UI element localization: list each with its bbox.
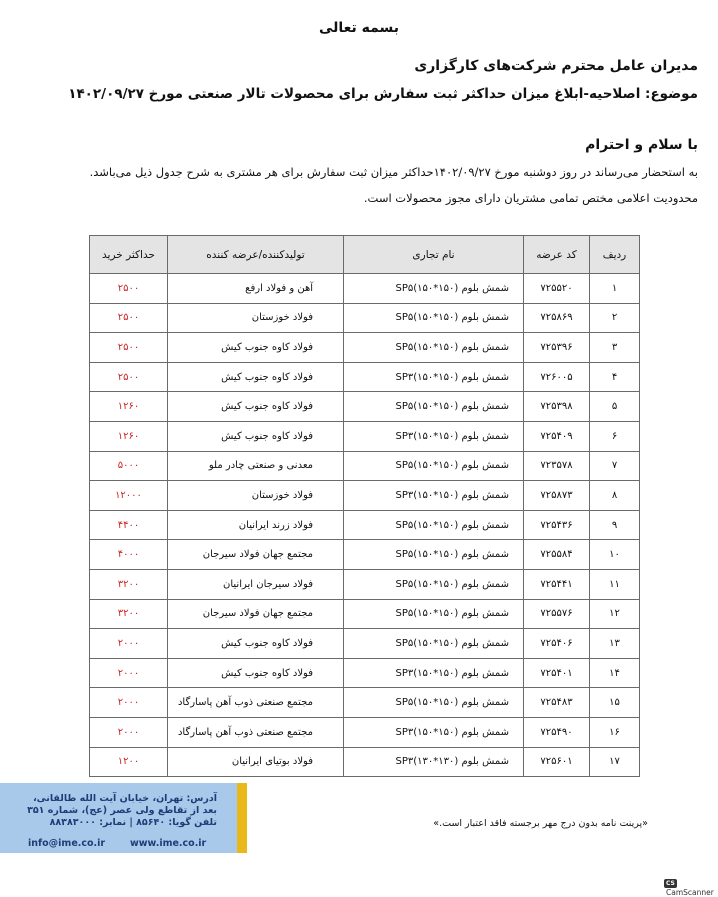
email-address: info@ime.co.ir (28, 838, 106, 849)
cell-max-purchase: ۲۵۰۰ (90, 274, 168, 304)
address-line1: آدرس: تهران، خیابان آیت الله طالقانی، (33, 793, 217, 804)
table-row (90, 303, 640, 333)
cell-trade-name: شمش بلوم (۱۵۰*۱۵۰)SP۵ (344, 274, 524, 304)
cell-producer: فولاد کاوه جنوب کیش (168, 333, 344, 363)
website-address: www.ime.co.ir (130, 838, 207, 849)
cell-row-number: ۱ (590, 274, 640, 304)
table-row (90, 274, 640, 304)
table-row (90, 421, 640, 451)
cell-max-purchase: ۱۲۶۰ (90, 392, 168, 422)
cell-row-number: ۱۳ (590, 629, 640, 659)
cell-offer-code: ۷۲۵۴۳۶ (524, 510, 590, 540)
cell-producer: فولاد سیرجان ایرانیان (168, 569, 344, 599)
table-header-row (90, 236, 640, 274)
cell-row-number: ۷ (590, 451, 640, 481)
cell-offer-code: ۷۲۵۴۰۹ (524, 421, 590, 451)
cell-max-purchase: ۳۲۰۰ (90, 569, 168, 599)
cell-row-number: ۴ (590, 362, 640, 392)
body-paragraph-line1: به استحضار می‌رساند در روز دوشنبه مورخ ۱۴۰۲/۰۹/۲۷حداکثر میزان ثبت سفارش برای هر مشتری به شرح جدول ذیل می‌باشد. (89, 165, 698, 179)
cell-offer-code: ۷۲۵۸۶۹ (524, 303, 590, 333)
phone-fax-line: تلفن گویا: ۸۵۶۴۰ | نمابر: ۸۸۳۸۳۰۰۰ (49, 817, 217, 828)
cell-row-number: ۱۴ (590, 658, 640, 688)
cell-producer: مجتمع جهان فولاد سیرجان (168, 540, 344, 570)
cell-trade-name: شمش بلوم (۱۵۰*۱۵۰)SP۳ (344, 658, 524, 688)
cell-trade-name: شمش بلوم (۱۵۰*۱۵۰)SP۵ (344, 510, 524, 540)
cell-offer-code: ۷۲۵۴۰۶ (524, 629, 590, 659)
cell-producer: فولاد بوتیای ایرانیان (168, 747, 344, 777)
cell-offer-code: ۷۲۵۵۷۶ (524, 599, 590, 629)
cell-max-purchase: ۱۲۰۰۰ (90, 481, 168, 511)
cell-producer: مجتمع جهان فولاد سیرجان (168, 599, 344, 629)
cell-max-purchase: ۱۲۰۰ (90, 747, 168, 777)
cell-row-number: ۱۰ (590, 540, 640, 570)
cell-producer: فولاد کاوه جنوب کیش (168, 629, 344, 659)
table-row (90, 629, 640, 659)
cell-trade-name: شمش بلوم (۱۵۰*۱۵۰)SP۳ (344, 362, 524, 392)
cell-trade-name: شمش بلوم (۱۵۰*۱۵۰)SP۵ (344, 451, 524, 481)
cell-offer-code: ۷۲۵۴۰۱ (524, 658, 590, 688)
recipient-line: مدیران عامل محترم شرکت‌های کارگزاری (414, 58, 698, 74)
table-row (90, 333, 640, 363)
footnote: «پرینت نامه بدون درج مهر برجسته فاقد اعتبار است.» (433, 818, 648, 829)
cell-offer-code: ۷۲۵۸۷۳ (524, 481, 590, 511)
cell-max-purchase: ۴۰۰۰ (90, 540, 168, 570)
cell-trade-name: شمش بلوم (۱۳۰*۱۳۰)SP۳ (344, 747, 524, 777)
header-row-number: ردیف (590, 236, 640, 274)
cell-max-purchase: ۵۰۰۰ (90, 451, 168, 481)
cell-offer-code: ۷۲۵۴۹۰ (524, 717, 590, 747)
cell-offer-code: ۷۲۵۵۲۰ (524, 274, 590, 304)
greeting: با سلام و احترام (585, 137, 698, 153)
cell-offer-code: ۷۲۵۳۹۶ (524, 333, 590, 363)
order-limit-table (89, 235, 640, 777)
address-line2: بعد از تقاطع ولی عصر (عج)، شماره ۳۵۱ (27, 805, 217, 816)
cell-row-number: ۱۶ (590, 717, 640, 747)
cell-offer-code: ۷۲۵۵۸۴ (524, 540, 590, 570)
cell-producer: فولاد کاوه جنوب کیش (168, 362, 344, 392)
cell-trade-name: شمش بلوم (۱۵۰*۱۵۰)SP۵ (344, 629, 524, 659)
table-body (90, 274, 640, 777)
camscanner-icon: CS (666, 879, 675, 887)
cell-trade-name: شمش بلوم (۱۵۰*۱۵۰)SP۳ (344, 421, 524, 451)
table-row (90, 599, 640, 629)
cell-offer-code: ۷۲۵۴۸۳ (524, 688, 590, 718)
cell-row-number: ۳ (590, 333, 640, 363)
cell-offer-code: ۷۲۶۰۰۵ (524, 362, 590, 392)
camscanner-watermark (664, 878, 718, 897)
table-row (90, 747, 640, 777)
cell-trade-name: شمش بلوم (۱۵۰*۱۵۰)SP۳ (344, 481, 524, 511)
cell-row-number: ۱۷ (590, 747, 640, 777)
header-producer: تولیدکننده/عرضه کننده (168, 236, 344, 274)
cell-trade-name: شمش بلوم (۱۵۰*۱۵۰)SP۵ (344, 392, 524, 422)
cell-trade-name: شمش بلوم (۱۵۰*۱۵۰)SP۵ (344, 569, 524, 599)
cell-producer: فولاد خوزستان (168, 303, 344, 333)
cell-row-number: ۲ (590, 303, 640, 333)
table-row (90, 510, 640, 540)
cell-producer: آهن و فولاد ارفع (168, 274, 344, 304)
cell-max-purchase: ۲۰۰۰ (90, 688, 168, 718)
cell-producer: فولاد کاوه جنوب کیش (168, 421, 344, 451)
cell-producer: مجتمع صنعتی ذوب آهن پاسارگاد (168, 688, 344, 718)
basmala-heading: بسمه تعالی (318, 20, 400, 36)
header-offer-code: کد عرضه (524, 236, 590, 274)
cell-max-purchase: ۲۰۰۰ (90, 658, 168, 688)
cell-row-number: ۵ (590, 392, 640, 422)
table-row (90, 392, 640, 422)
cell-max-purchase: ۴۴۰۰ (90, 510, 168, 540)
cell-row-number: ۱۵ (590, 688, 640, 718)
cell-producer: فولاد خوزستان (168, 481, 344, 511)
cell-max-purchase: ۱۲۶۰ (90, 421, 168, 451)
cell-max-purchase: ۲۵۰۰ (90, 362, 168, 392)
cell-row-number: ۱۱ (590, 569, 640, 599)
cell-producer: مجتمع صنعتی ذوب آهن پاسارگاد (168, 717, 344, 747)
cell-max-purchase: ۲۰۰۰ (90, 717, 168, 747)
table-row (90, 717, 640, 747)
table-row (90, 688, 640, 718)
cell-trade-name: شمش بلوم (۱۵۰*۱۵۰)SP۵ (344, 540, 524, 570)
cell-offer-code: ۷۲۵۳۹۸ (524, 392, 590, 422)
address-box-stripe (237, 783, 247, 853)
cell-trade-name: شمش بلوم (۱۵۰*۱۵۰)SP۵ (344, 688, 524, 718)
cell-trade-name: شمش بلوم (۱۵۰*۱۵۰)SP۵ (344, 303, 524, 333)
header-max-purchase: حداکثر خرید (90, 236, 168, 274)
cell-offer-code: ۷۲۵۴۴۱ (524, 569, 590, 599)
body-paragraph-line2: محدودیت اعلامی مختص تمامی مشتریان دارای مجوز محصولات است. (363, 191, 698, 205)
cell-trade-name: شمش بلوم (۱۵۰*۱۵۰)SP۵ (344, 599, 524, 629)
header-trade-name: نام تجاری (344, 236, 524, 274)
cell-producer: فولاد کاوه جنوب کیش (168, 392, 344, 422)
cell-row-number: ۸ (590, 481, 640, 511)
cell-producer: فولاد زرند ایرانیان (168, 510, 344, 540)
subject-line: موضوع: اصلاحیه-ابلاغ میزان حداکثر ثبت سفارش برای محصولات تالار صنعتی مورخ ۱۴۰۲/۰۹/۲۷ (68, 86, 698, 102)
table-row (90, 569, 640, 599)
cell-offer-code: ۷۲۳۵۷۸ (524, 451, 590, 481)
table-row (90, 362, 640, 392)
table-row (90, 658, 640, 688)
cell-trade-name: شمش بلوم (۱۵۰*۱۵۰)SP۳ (344, 717, 524, 747)
cell-trade-name: شمش بلوم (۱۵۰*۱۵۰)SP۵ (344, 333, 524, 363)
cell-max-purchase: ۲۵۰۰ (90, 303, 168, 333)
cell-row-number: ۹ (590, 510, 640, 540)
cell-row-number: ۶ (590, 421, 640, 451)
cell-max-purchase: ۲۰۰۰ (90, 629, 168, 659)
table-row (90, 451, 640, 481)
cell-max-purchase: ۲۵۰۰ (90, 333, 168, 363)
cell-offer-code: ۷۲۵۶۰۱ (524, 747, 590, 777)
table-row (90, 481, 640, 511)
cell-producer: معدنی و صنعتی چادر ملو (168, 451, 344, 481)
cell-max-purchase: ۳۲۰۰ (90, 599, 168, 629)
cell-row-number: ۱۲ (590, 599, 640, 629)
camscanner-label: CamScanner (666, 888, 714, 897)
cell-producer: فولاد کاوه جنوب کیش (168, 658, 344, 688)
table-row (90, 540, 640, 570)
